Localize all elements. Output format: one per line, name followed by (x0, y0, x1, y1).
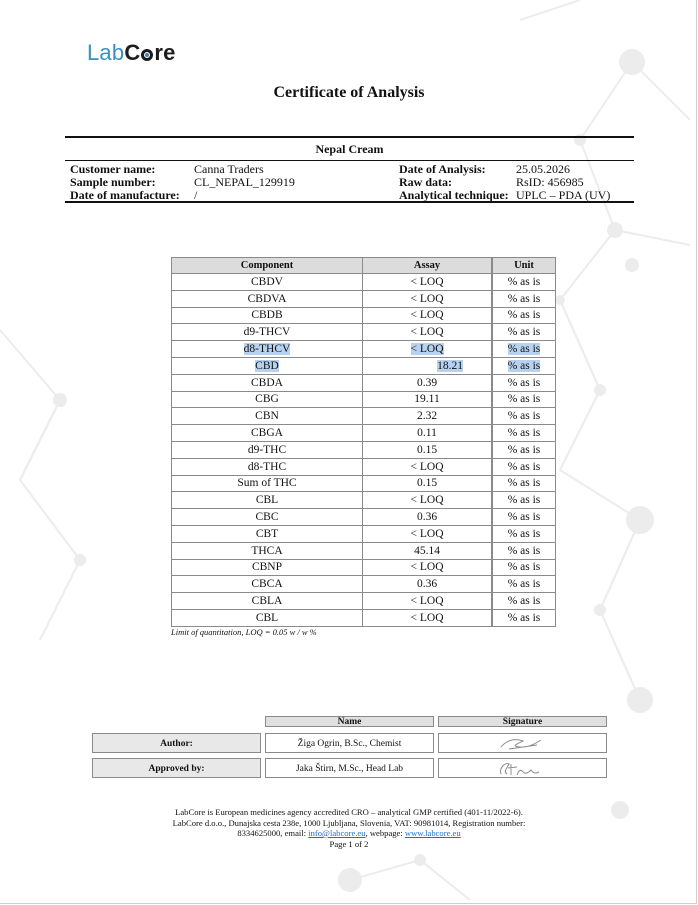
component-cell: CBG (172, 391, 363, 408)
author-label: Author: (92, 733, 261, 753)
table-row (172, 425, 556, 442)
unit-cell: % as is (492, 525, 556, 542)
logo-core-text-end: re (154, 40, 176, 65)
assay-cell: < LOQ (363, 492, 493, 509)
assay-cell: < LOQ (363, 290, 493, 307)
assay-cell: 0.36 (363, 576, 493, 593)
table-row (172, 307, 556, 324)
table-row-selected (172, 357, 556, 374)
manufacture-date-label: Date of manufacture: (70, 188, 180, 202)
component-cell: CBDV (172, 274, 363, 291)
table-row (172, 408, 556, 425)
header-assay: Assay (363, 258, 493, 274)
table-row (172, 458, 556, 475)
technique-value: UPLC – PDA (UV) (516, 188, 611, 202)
footer-contact-mid: , webpage: (365, 828, 405, 838)
technique-label: Analytical technique: (399, 188, 509, 202)
webpage-link[interactable]: www.labcore.eu (404, 828, 461, 838)
labcore-logo (87, 40, 176, 66)
assay-cell: < LOQ (363, 458, 493, 475)
component-cell[interactable] (172, 357, 363, 374)
email-link[interactable]: info@labcore.eu (308, 828, 366, 838)
logo-core-text-start: C (124, 40, 141, 65)
component-cell: CBNP (172, 559, 363, 576)
component-cell: CBL (172, 609, 363, 626)
product-name: Nepal Cream (65, 138, 634, 161)
assay-cell: < LOQ (363, 307, 493, 324)
assay-table (171, 257, 556, 627)
footer-contact-prefix: 8334625000, email: (237, 828, 309, 838)
table-row (172, 391, 556, 408)
raw-data-value: RsID: 456985 (516, 175, 584, 189)
component-cell: d8-THC (172, 458, 363, 475)
table-row (172, 324, 556, 341)
footer-accreditation: LabCore is European medicines agency accredited CRO – analytical GMP certified (401-11/2022-6). (175, 807, 523, 817)
unit-cell: % as is (492, 509, 556, 526)
assay-cell: < LOQ (363, 559, 493, 576)
header-component: Component (172, 258, 363, 274)
name-header: Name (265, 716, 434, 727)
assay-cell: 0.39 (363, 374, 493, 391)
table-row (172, 576, 556, 593)
assay-cell: < LOQ (363, 609, 493, 626)
table-row-selected (172, 341, 556, 358)
customer-label: Customer name: (70, 162, 156, 176)
unit-cell: % as is (492, 559, 556, 576)
unit-cell: % as is (492, 609, 556, 626)
logo-lab-text: Lab (87, 40, 125, 65)
page-number: Page 1 of 2 (329, 838, 369, 849)
approved-signature (438, 758, 607, 778)
selected-text: CBD (255, 359, 279, 372)
assay-cell: 0.15 (363, 441, 493, 458)
logo-ring-icon (141, 49, 153, 61)
assay-cell: 2.32 (363, 408, 493, 425)
component-cell[interactable] (172, 341, 363, 358)
table-row (172, 290, 556, 307)
component-cell: CBT (172, 525, 363, 542)
table-row (172, 441, 556, 458)
unit-cell: % as is (492, 324, 556, 341)
unit-cell: % as is (492, 542, 556, 559)
footer (0, 807, 698, 849)
assay-cell: < LOQ (363, 593, 493, 610)
table-row (172, 374, 556, 391)
sample-number-value: CL_NEPAL_129919 (194, 175, 295, 189)
assay-cell: 0.11 (363, 425, 493, 442)
selected-text: d8-THCV (243, 343, 291, 356)
signature-header: Signature (438, 716, 607, 727)
author-signature (438, 733, 607, 753)
unit-cell: % as is (492, 408, 556, 425)
document-title: Certificate of Analysis (273, 84, 425, 101)
unit-cell[interactable] (492, 357, 556, 374)
component-cell: CBDVA (172, 290, 363, 307)
table-row (172, 492, 556, 509)
selected-text: < LOQ (410, 343, 444, 356)
component-cell: Sum of THC (172, 475, 363, 492)
footer-contact (0, 828, 698, 839)
approved-label: Approved by: (92, 758, 261, 778)
component-cell: CBLA (172, 593, 363, 610)
table-row (172, 542, 556, 559)
unit-cell: % as is (492, 307, 556, 324)
author-signature-scribble (497, 736, 547, 752)
component-cell: CBDB (172, 307, 363, 324)
table-row (172, 274, 556, 291)
table-row (172, 509, 556, 526)
component-cell: CBDA (172, 374, 363, 391)
component-cell: d9-THC (172, 441, 363, 458)
unit-cell: % as is (492, 441, 556, 458)
unit-cell[interactable] (492, 341, 556, 358)
unit-cell: % as is (492, 458, 556, 475)
table-row (172, 559, 556, 576)
component-cell: d9-THCV (172, 324, 363, 341)
assay-cell: < LOQ (363, 525, 493, 542)
manufacture-date-value: / (194, 188, 198, 202)
assay-cell[interactable] (363, 341, 493, 358)
component-cell: THCA (172, 542, 363, 559)
approved-signature-scribble (495, 760, 545, 778)
assay-cell: < LOQ (363, 324, 493, 341)
customer-value: Canna Traders (194, 162, 264, 176)
assay-cell: 45.14 (363, 542, 493, 559)
analysis-date-label: Date of Analysis: (399, 162, 486, 176)
sample-number-label: Sample number: (70, 175, 156, 189)
header-unit: Unit (492, 258, 556, 274)
unit-cell: % as is (492, 374, 556, 391)
assay-cell: < LOQ (363, 274, 493, 291)
analysis-date-value: 25.05.2026 (516, 162, 570, 176)
unit-cell: % as is (492, 492, 556, 509)
assay-cell: 0.36 (363, 509, 493, 526)
assay-cell: 0.15 (363, 475, 493, 492)
unit-cell: % as is (492, 576, 556, 593)
unit-cell: % as is (492, 391, 556, 408)
component-cell: CBC (172, 509, 363, 526)
selected-text: % as is (507, 359, 541, 372)
table-row (172, 525, 556, 542)
unit-cell: % as is (492, 274, 556, 291)
assay-cell[interactable] (363, 357, 493, 374)
component-cell: CBGA (172, 425, 363, 442)
unit-cell: % as is (492, 290, 556, 307)
component-cell: CBN (172, 408, 363, 425)
table-row (172, 593, 556, 610)
raw-data-label: Raw data: (399, 175, 452, 189)
assay-cell: 19.11 (363, 391, 493, 408)
footer-address: LabCore d.o.o., Dunajska cesta 238e, 1000 Ljubljana, Slovenia, VAT: 90981014, Registration number: (172, 817, 526, 828)
unit-cell: % as is (492, 475, 556, 492)
sample-info-block (65, 136, 634, 203)
unit-cell: % as is (492, 593, 556, 610)
loq-note: Limit of quantitation, LOQ = 0.05 w / w % (171, 627, 317, 637)
component-cell: CBL (172, 492, 363, 509)
approved-name: Jaka Štirn, M.Sc., Head Lab (265, 758, 434, 778)
selected-text: % as is (507, 343, 541, 356)
table-row (172, 475, 556, 492)
table-row (172, 609, 556, 626)
selected-text: 18.21 (437, 359, 463, 372)
author-name: Žiga Ogrin, B.Sc., Chemist (265, 733, 434, 753)
unit-cell: % as is (492, 425, 556, 442)
component-cell: CBCA (172, 576, 363, 593)
